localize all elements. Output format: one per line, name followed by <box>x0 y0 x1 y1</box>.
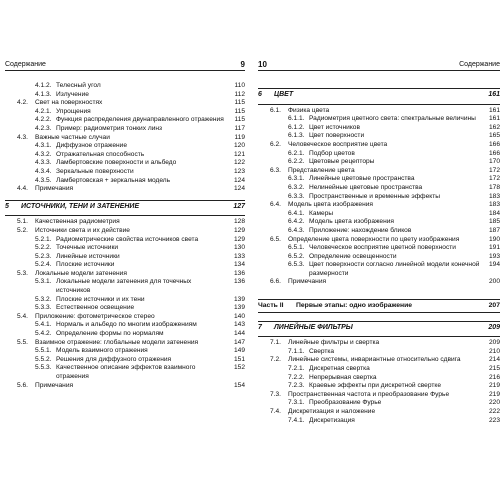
toc-entry <box>258 261 500 278</box>
toc-entry-title: Модель взаимного отражения <box>56 347 148 355</box>
toc-entry <box>5 218 245 227</box>
toc-entry-page: 136 <box>233 269 245 277</box>
toc-entry-page: 183 <box>488 201 500 209</box>
toc-entry-number: 6.3.3. <box>288 192 305 200</box>
toc-entry <box>5 278 245 295</box>
toc-entry-page: 172 <box>488 175 500 183</box>
toc-entry-page: 127 <box>233 202 245 210</box>
toc-entry <box>5 364 245 381</box>
toc-entry <box>5 134 245 143</box>
toc-entry-title: Человеческое восприятие цветной поверхности <box>309 244 456 252</box>
toc-entry-page: 161 <box>488 106 500 114</box>
toc-entry-page: 121 <box>233 150 245 158</box>
toc-entry <box>5 356 245 365</box>
toc-entry <box>258 184 500 193</box>
toc-entry-number: 5.5. <box>17 338 28 346</box>
toc-entry-number: 5.3. <box>17 269 28 277</box>
toc-chapter <box>5 203 245 212</box>
toc-entry <box>258 107 500 116</box>
toc-entry-page: 222 <box>488 408 500 415</box>
toc-entry-title: Человеческое восприятие цвета <box>288 140 388 148</box>
toc-entry-title: Модель цвета изображения <box>309 218 394 226</box>
toc-entry <box>258 158 500 167</box>
toc-entry-page: 185 <box>488 218 500 226</box>
section-rule <box>5 200 245 201</box>
left-page-header <box>5 58 245 70</box>
toc-entry-number: 6.5.1. <box>288 244 305 252</box>
toc-entry <box>5 99 245 108</box>
toc-entry-page: 210 <box>488 347 500 355</box>
toc-entry-number: 5.5.3. <box>35 364 52 372</box>
toc-entry-title: Приложение: фотометрическое стерео <box>35 312 155 320</box>
toc-entry <box>5 185 245 194</box>
toc-entry <box>258 124 500 133</box>
toc-entry-page: 191 <box>488 244 500 252</box>
toc-entry-page: 115 <box>234 99 245 107</box>
toc-entry-number: 4.2.2. <box>35 116 52 124</box>
toc-entry-number: 5.4. <box>17 312 28 320</box>
toc-entry-page: 219 <box>488 390 500 398</box>
toc-entry-title: Пространственная частота и преобразование Фурье <box>288 390 450 398</box>
toc-entry-page: 209 <box>488 323 500 331</box>
toc-chapter <box>258 91 500 100</box>
toc-entry-number: Часть II <box>258 302 284 310</box>
toc-entry-title: Телесный угол <box>56 82 101 89</box>
toc-entry <box>258 382 500 391</box>
left-header-page-number: 9 <box>240 60 245 69</box>
toc-entry <box>258 244 500 253</box>
toc-entry-number: 7.2. <box>270 356 281 364</box>
right-header-page-number: 10 <box>258 60 267 69</box>
right-page <box>258 58 500 498</box>
toc-entry-title: Пример: радиометрия тонких линз <box>56 124 163 132</box>
toc-entry-title: Подбор цветов <box>309 149 355 157</box>
toc-entry <box>258 236 500 245</box>
toc-entry-number: 6.3. <box>270 166 281 174</box>
toc-entry-number: 5.4.1. <box>35 321 52 329</box>
toc-entry-page: 117 <box>234 124 245 132</box>
toc-entry <box>258 201 500 210</box>
toc-entry-title: Источники света и их действие <box>35 226 130 234</box>
toc-entry-title: Линейные источники <box>56 252 120 260</box>
left-header-title: Содержание <box>5 61 46 68</box>
toc-entry <box>258 339 500 348</box>
toc-entry-title: Качественная радиометрия <box>35 218 120 226</box>
toc-entry-number: 5.3.2. <box>35 295 52 303</box>
toc-entry-title: Линейные системы, инвариантные относительно сдвига <box>288 356 461 364</box>
toc-entry <box>5 347 245 356</box>
toc-entry-page: 128 <box>233 218 245 226</box>
toc-entry-page: 200 <box>488 278 500 286</box>
toc-entry-page: 162 <box>488 123 500 131</box>
toc-entry-title: Пространственные и временные эффекты <box>309 192 440 200</box>
toc-entry-title: Точечные источники <box>56 244 119 252</box>
toc-entry-title: Радиометрические свойства источников света <box>56 235 199 243</box>
toc-entry-page: 112 <box>234 90 245 98</box>
toc-entry-number: 6.6. <box>270 278 281 286</box>
toc-entry-title: ЛИНЕЙНЫЕ ФИЛЬТРЫ <box>274 323 353 331</box>
toc-entry-number: 6.3.2. <box>288 183 305 191</box>
left-page <box>5 58 245 498</box>
toc-entry-page: 124 <box>233 185 245 193</box>
toc-entry-number: 6.4. <box>270 201 281 209</box>
toc-entry-page: 183 <box>488 192 500 200</box>
toc-entry-page: 161 <box>488 91 500 98</box>
toc-entry-number: 7.4. <box>270 408 281 415</box>
toc-entry-number: 4.1.3. <box>35 90 52 98</box>
toc-entry-number: 5.2.2. <box>35 244 52 252</box>
toc-entry-number: 6.5.3. <box>288 261 305 269</box>
toc-entry-title: Нелинейные цветовые пространства <box>309 183 423 191</box>
toc-entry-page: 152 <box>233 364 245 372</box>
toc-entry <box>258 253 500 262</box>
toc-entry-title: Свертка <box>309 347 335 355</box>
toc-entry-title: Камеры <box>309 209 334 217</box>
toc-entry <box>258 374 500 383</box>
toc-entry-number: 7.3. <box>270 390 281 398</box>
toc-entry-number: 4.2.1. <box>35 107 52 115</box>
toc-entry-number: 6.1.1. <box>288 115 305 123</box>
toc-entry-number: 7.4.1. <box>288 416 305 424</box>
toc-entry-page: 190 <box>488 235 500 243</box>
toc-entry-page: 123 <box>233 167 245 175</box>
toc-entry-number: 5.6. <box>17 381 28 389</box>
toc-entry <box>5 116 245 125</box>
toc-entry-title: Физика цвета <box>288 106 330 114</box>
toc-entry <box>258 193 500 202</box>
toc-entry-number: 7.2.1. <box>288 365 305 373</box>
toc-entry-page: 110 <box>234 82 245 89</box>
toc-entry-title: Ламбертовские поверхности и альбедо <box>56 159 177 167</box>
left-header-rule <box>5 70 245 71</box>
toc-entry-page: 209 <box>488 339 500 347</box>
toc-entry <box>5 82 245 91</box>
section-rule <box>258 299 500 300</box>
toc-entry-title: Примечания <box>35 185 74 193</box>
toc-entry <box>258 150 500 159</box>
toc-entry-number: 5 <box>5 202 9 210</box>
toc-entry-title: Плоские источники и их тени <box>56 295 145 303</box>
toc-entry-title: Определение освещенности <box>309 252 397 260</box>
toc-entry-title: Отражательная способность <box>56 150 145 158</box>
toc-entry-title: Локальные модели затенения <box>35 269 127 277</box>
toc-entry <box>5 382 245 391</box>
toc-entry <box>5 125 245 134</box>
toc-entry <box>5 253 245 262</box>
toc-entry-page: 129 <box>233 226 245 234</box>
toc-entry-number: 5.2.4. <box>35 261 52 269</box>
toc-entry <box>258 356 500 365</box>
toc-entry-number: 6.5.2. <box>288 252 305 260</box>
toc-entry-page: 149 <box>233 347 245 355</box>
toc-entry-number: 7.3.1. <box>288 399 305 407</box>
toc-entry-page: 207 <box>488 302 500 310</box>
toc-entry-title: Упрощения <box>56 107 91 115</box>
toc-entry <box>5 339 245 348</box>
toc-entry-title: Зеркальные поверхности <box>56 167 134 175</box>
toc-entry-title: Качественное описание эффектов взаимного отражения <box>56 364 196 380</box>
toc-entry-title: Примечания <box>35 381 74 389</box>
toc-entry-title: Цветовые рецепторы <box>309 158 375 166</box>
toc-entry-page: 144 <box>233 330 245 338</box>
toc-entry <box>5 261 245 270</box>
toc-entry-title: Преобразование Фурье <box>309 399 382 407</box>
toc-entry-title: Примечания <box>288 278 327 286</box>
toc-entry <box>5 159 245 168</box>
toc-entry-number: 4.3.5. <box>35 176 52 184</box>
section-rule <box>258 104 500 105</box>
toc-entry-title: Цвет поверхности <box>309 132 365 140</box>
toc-entry-page: 166 <box>488 149 500 157</box>
section-rule <box>258 88 500 89</box>
toc-entry-number: 6.2.1. <box>288 149 305 157</box>
toc-entry-page: 178 <box>488 183 500 191</box>
toc-entry-title: Диффузное отражение <box>56 142 127 150</box>
toc-entry-page: 165 <box>488 132 500 140</box>
toc-entry-number: 6.4.2. <box>288 218 305 226</box>
toc-entry-page: 115 <box>234 107 245 115</box>
toc-entry-title: Цвет источников <box>309 123 360 131</box>
toc-entry-number: 4.2. <box>17 99 28 107</box>
toc-entry-page: 139 <box>233 304 245 312</box>
toc-entry-title: ИСТОЧНИКИ, ТЕНИ И ЗАТЕНЕНИЕ <box>21 202 140 210</box>
toc-entry-number: 4.3.1. <box>35 142 52 150</box>
toc-entry-number: 6.4.3. <box>288 226 305 234</box>
toc-entry-number: 6.5. <box>270 235 281 243</box>
toc-entry-title: Приложение: нахождение бликов <box>309 226 412 234</box>
toc-entry-number: 4.3. <box>17 133 28 141</box>
toc-entry-title: Естественное освещение <box>56 304 135 312</box>
right-toc-list <box>258 82 500 425</box>
toc-entry-title: Линейные фильтры и свертка <box>288 339 380 347</box>
toc-entry-page: 154 <box>233 381 245 389</box>
toc-entry-title: Решения для диффузного отражения <box>56 355 172 363</box>
toc-entry-page: 220 <box>488 399 500 407</box>
toc-entry-number: 5.4.2. <box>35 330 52 338</box>
toc-entry-number: 4.3.3. <box>35 159 52 167</box>
toc-entry-title: Радиометрия цветного света: спектральные величины <box>309 115 476 123</box>
toc-entry-page: 184 <box>488 209 500 217</box>
toc-entry-number: 6.4.1. <box>288 209 305 217</box>
toc-entry <box>5 227 245 236</box>
toc-entry-number: 7.2.2. <box>288 373 305 381</box>
toc-entry <box>5 296 245 305</box>
toc-entry-page: 120 <box>233 142 245 150</box>
toc-part <box>258 302 500 311</box>
toc-entry-title: Определение цвета поверхности по цвету изображения <box>288 235 460 243</box>
toc-entry-page: 223 <box>488 416 500 424</box>
toc-entry-number: 7.1. <box>270 339 281 347</box>
toc-entry-page: 129 <box>233 235 245 243</box>
toc-entry <box>5 270 245 279</box>
toc-entry-page: 115 <box>234 116 245 124</box>
toc-entry-number: 6.1. <box>270 106 281 114</box>
toc-entry-title: Излучение <box>56 90 89 98</box>
section-rule <box>5 215 245 216</box>
toc-entry-number: 6.3.1. <box>288 175 305 183</box>
toc-entry <box>5 236 245 245</box>
toc-entry-page: 215 <box>488 365 500 373</box>
toc-entry-number: 5.2.1. <box>35 235 52 243</box>
toc-entry-number: 5.5.2. <box>35 355 52 363</box>
toc-chapter <box>258 324 500 333</box>
toc-entry-page: 139 <box>233 295 245 303</box>
toc-entry-page: 216 <box>488 373 500 381</box>
toc-entry-page: 214 <box>488 356 500 364</box>
toc-entry-number: 7 <box>258 323 262 331</box>
toc-entry-number: 7.1.1. <box>288 347 305 355</box>
toc-entry-title: Дискретизация <box>309 416 355 424</box>
toc-entry-title: Нормаль и альбедо по многим изображениям <box>56 321 197 329</box>
toc-entry-number: 5.2.3. <box>35 252 52 260</box>
toc-entry-page: 119 <box>234 133 245 141</box>
toc-entry-page: 187 <box>488 226 500 234</box>
right-page-header <box>258 58 500 70</box>
toc-entry-number: 6.1.2. <box>288 123 305 131</box>
toc-entry-title: Краевые эффекты при дискретной свертке <box>309 382 442 390</box>
toc-entry <box>258 365 500 374</box>
toc-entry <box>5 168 245 177</box>
toc-entry-title: Линейные цветовые пространства <box>309 175 415 183</box>
toc-entry <box>5 142 245 151</box>
toc-entry-page: 193 <box>488 252 500 260</box>
toc-entry-page: 133 <box>233 252 245 260</box>
toc-entry <box>258 175 500 184</box>
toc-entry <box>5 177 245 186</box>
toc-entry-page: 130 <box>233 244 245 252</box>
toc-entry <box>5 91 245 100</box>
toc-entry <box>258 408 500 417</box>
toc-entry <box>258 132 500 141</box>
toc-entry-number: 6.2. <box>270 140 281 148</box>
toc-entry-number: 5.5.1. <box>35 347 52 355</box>
toc-entry-page: 134 <box>233 261 245 269</box>
section-rule <box>258 321 500 322</box>
toc-entry <box>5 244 245 253</box>
toc-entry-number: 4.4. <box>17 185 28 193</box>
toc-entry-number: 5.3.1. <box>35 278 52 286</box>
toc-entry-title: Непрерывная свертка <box>309 373 377 381</box>
toc-entry-page: 161 <box>488 115 500 123</box>
toc-entry-page: 136 <box>233 278 245 286</box>
toc-entry-title: Плоские источники <box>56 261 115 269</box>
toc-entry-title: Дискретизация и наложение <box>288 408 376 415</box>
toc-entry-page: 124 <box>233 176 245 184</box>
left-toc-list <box>5 82 245 390</box>
toc-entry-title: Первые этапы: одно изображение <box>296 302 413 310</box>
toc-entry-page: 147 <box>233 338 245 346</box>
toc-entry-page: 194 <box>488 261 500 269</box>
toc-entry-number: 4.1.2. <box>35 82 52 89</box>
toc-entry-number: 6 <box>258 91 262 98</box>
toc-entry-title: Дискретная свертка <box>309 365 370 373</box>
toc-entry-page: 143 <box>233 321 245 329</box>
toc-entry <box>258 278 500 287</box>
toc-entry-title: Функция распределения двунаправленного отражения <box>56 116 224 124</box>
toc-entry <box>258 115 500 124</box>
toc-entry-page: 172 <box>488 166 500 174</box>
toc-entry-title: Свет на поверхностях <box>35 99 103 107</box>
toc-entry-title: Локальные модели затенения для точечных источников <box>56 278 192 295</box>
toc-entry-page: 140 <box>233 312 245 320</box>
toc-entry <box>258 399 500 408</box>
toc-entry <box>258 227 500 236</box>
toc-entry <box>5 321 245 330</box>
toc-entry-title: Цвет поверхности согласно линейной модели конечной размерности <box>309 261 480 277</box>
toc-entry <box>5 108 245 117</box>
toc-entry <box>5 330 245 339</box>
toc-entry-title: Определение формы по нормалям <box>56 330 164 338</box>
toc-entry-number: 4.3.2. <box>35 150 52 158</box>
section-rule <box>258 336 500 337</box>
toc-entry <box>258 141 500 150</box>
toc-entry <box>5 304 245 313</box>
toc-entry-number: 5.1. <box>17 218 28 226</box>
toc-entry-title: Важные частные случаи <box>35 133 110 141</box>
toc-entry-title: ЦВЕТ <box>274 91 294 98</box>
toc-entry-page: 219 <box>488 382 500 390</box>
right-header-title: Содержание <box>459 61 500 68</box>
toc-entry-title: Взаимное отражение: глобальные модели затенения <box>35 338 199 346</box>
toc-entry-number: 5.2. <box>17 226 28 234</box>
toc-entry-number: 4.3.4. <box>35 167 52 175</box>
toc-entry-title: Ламбертовская + зеркальная модель <box>56 176 171 184</box>
toc-entry-number: 6.1.3. <box>288 132 305 140</box>
toc-entry-page: 170 <box>488 158 500 166</box>
toc-entry-page: 151 <box>233 355 245 363</box>
toc-entry-number: 6.2.2. <box>288 158 305 166</box>
toc-entry-number: 5.3.3. <box>35 304 52 312</box>
toc-entry-page: 122 <box>233 159 245 167</box>
right-header-rule <box>258 70 500 71</box>
toc-entry <box>258 218 500 227</box>
toc-entry-number: 4.2.3. <box>35 124 52 132</box>
toc-entry-title: Модель цвета изображения <box>288 201 373 209</box>
toc-entry-number: 7.2.3. <box>288 382 305 390</box>
section-rule <box>258 312 500 313</box>
toc-entry-title: Представление цвета <box>288 166 355 174</box>
toc-entry <box>258 417 500 426</box>
toc-entry-page: 166 <box>488 140 500 148</box>
